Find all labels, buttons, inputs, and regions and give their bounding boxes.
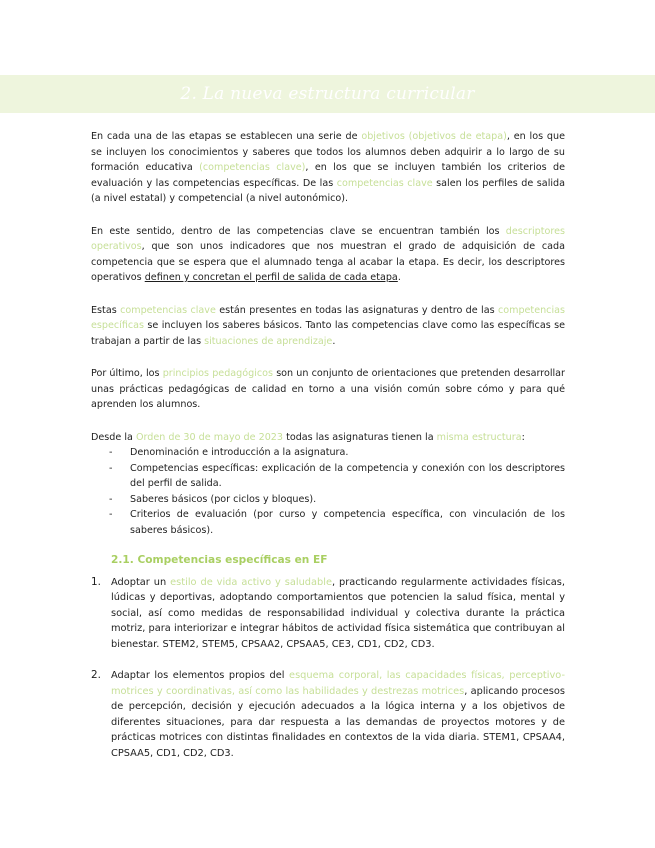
highlight-esquema-corporal: esquema corporal, las capacidades físicas, perceptivo-motrices y coordinativas, así como las habilidades y destrezas motrices [111, 670, 566, 697]
list-item: - Saberes básicos (por ciclos y bloques). [109, 492, 565, 508]
paragraph-structure-intro: Desde la Orden de 30 de mayo de 2023 todas las asignaturas tienen la misma estructura: [91, 431, 525, 443]
paragraph-descriptors: En este sentido, dentro de las competencias clave se encuentran también los descriptores operativos, que son unos indicadores que nos muestran el grado de adquisición de cada competencia que se espera que el alumnado tenga al acabar la etapa. Es decir, los descriptores operativos definen y concretan el perfil de salida de cada etapa. [91, 225, 565, 283]
highlight-competencias-clave-3: competencias clave [120, 304, 216, 316]
highlight-principios: principios pedagógicos [162, 368, 274, 379]
document-body [91, 129, 565, 761]
highlight-estilo-vida: estilo de vida activo y saludable [170, 576, 332, 588]
highlight-misma-estructura: misma estructura [436, 431, 522, 443]
section-banner [0, 75, 655, 113]
highlight-orden: Orden de 30 de mayo de 2023 [135, 431, 284, 443]
paragraph-key-competencies: Estas competencias clave están presentes en todas las asignaturas y dentro de las competencias específicas se incluyen los saberes básicos. Tanto las competencias clave como las específicas se trabajan a partir de las situaciones de aprendizaje. [91, 304, 565, 347]
section-heading: 2.1. Competencias específicas en EF [111, 554, 328, 566]
paragraph-principles: Por último, los principios pedagógicos son un conjunto de orientaciones que pretenden desarrollar unas prácticas pedagógicas de calidad en torno a una visión común sobre cómo y para qué aprenden los alumnos. [91, 368, 565, 410]
list-item: - Criterios de evaluación (por curso y competencia específica, con vinculación de los saberes básicos). [109, 507, 565, 538]
competency-item-2: 2. Adaptar los elementos propios del esquema corporal, las capacidades físicas, perceptivo-motrices y coordinativas, así como las habilidades y destrezas motrices, aplicando procesos de percepción, decisión y ejecución adecuados a la lógica interna y a los objetivos de diferentes situaciones, para dar respuesta a las demandas de proyectos motores y de prácticas motrices con distintas finalidades en contextos de la vida diaria. STEM1, CPSAA4, CPSAA5, CD1, CD2, CD3. [91, 669, 566, 759]
highlight-descriptores: descriptores operativos [91, 225, 565, 252]
list-item: - Competencias específicas: explicación de la competencia y conexión con los descriptores del perfil de salida. [109, 461, 565, 492]
list-number: 2. [91, 669, 101, 681]
list-number: 1. [91, 575, 101, 588]
competency-item-1: 1. Adoptar un estilo de vida activo y saludable, practicando regularmente actividades físicas, lúdicas y deportivas, adoptando comportamientos que potencien la salud física, mental y social, así como medidas de responsabilidad individual y colectiva durante la práctica motriz, para interiorizar e integrar hábitos de actividad física sistemática que contribuyan al bienestar. STEM2, STEM5, CPSAA2, CPSAA5, CE3, CD1, CD2, CD3. [91, 575, 565, 650]
paragraph-objectives: En cada una de las etapas se establecen una serie de objetivos (objetivos de etapa), en los que se incluyen los conocimientos y saberes que todos los alumnos deben adquirir a lo largo de su formación educativa (competencias clave), en los que se incluyen también los criterios de evaluación y las competencias específicas. De las competencias clave salen los perfiles de salida (a nivel estatal) y competencial (a nivel autonómico). [91, 131, 565, 204]
highlight-competencias-especificas: competencias específicas [91, 304, 565, 331]
underlined-phrase: definen y concretan el perfil de salida de cada etapa [144, 272, 398, 283]
highlight-competencias-clave-2: competencias clave [336, 177, 433, 189]
page-title: 2. La nueva estructura curricular [180, 84, 475, 104]
list-item: - Denominación e introducción a la asignatura. [109, 445, 565, 461]
structure-list [91, 445, 565, 538]
highlight-competencias-clave: (competencias clave) [199, 162, 306, 173]
highlight-situaciones: situaciones de aprendizaje [204, 335, 333, 347]
competencies-list [91, 575, 565, 762]
highlight-objetivos: objetivos (objetivos de etapa) [361, 131, 507, 142]
